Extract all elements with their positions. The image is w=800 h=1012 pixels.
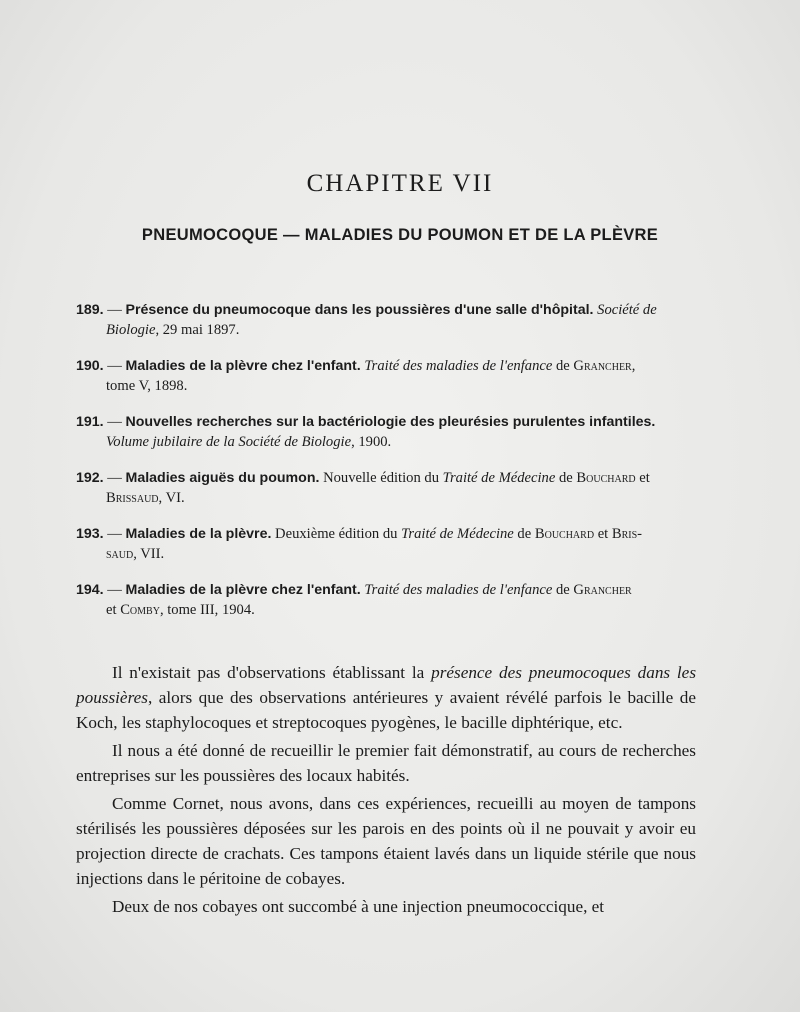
reference-title: Maladies de la plèvre chez l'enfant. [125,582,361,598]
reference-dash: — [103,582,126,598]
paragraph: Comme Cornet, nous avons, dans ces expériences, recueilli au moyen de tampons stérilisés les poussières déposées sur les parois en des points où il ne pouvait y avoir eu projection directe de crachats. Ces tampons étaient lavés dans un liquide stérile que nous injections dans le péritoine de cobayes. [76,794,696,888]
reference-text: de [552,582,574,598]
paragraph-text: , alors que des observations antérieures y avaient révélé parfois le bacille de Koch, les staphylocoques et streptocoques pyogènes, le bacille diphtérique, etc. [76,688,696,732]
reference-text: de [513,526,535,542]
reference-item [76,468,696,508]
reference-author: Bouchard [576,470,636,486]
reference-source: Volume jubilaire de la Société de Biologie [106,434,352,450]
reference-volume: , VII. [133,546,165,562]
reference-author: Bris- [611,526,643,542]
reference-text: et [635,470,650,486]
reference-number: 191. [76,414,104,430]
reference-number: 189. [76,302,104,318]
reference-author: Grancher, [573,358,636,374]
reference-text: Deuxième édition du [271,526,402,542]
reference-author: Bouchard [534,526,595,542]
reference-list [76,300,696,636]
reference-source: Traité des maladies de l'enfance [364,358,553,374]
reference-title: Maladies de la plèvre. [125,526,272,542]
paragraph: Deux de nos cobayes ont succombé à une injection pneumococcique, et [112,897,605,916]
reference-title: Maladies aiguës du poumon. [125,470,320,486]
reference-source: Société de [597,302,657,318]
reference-date: , 1900. [351,434,392,450]
reference-dash: — [103,302,126,318]
reference-title: Maladies de la plèvre chez l'enfant. [125,358,361,374]
reference-number: 194. [76,582,104,598]
reference-title: Nouvelles recherches sur la bactériologie des pleurésies purulentes infantiles. [125,414,656,430]
paragraph-text: Il n'existait pas d'observations établissant la [112,663,432,682]
reference-volume: , VI. [158,490,185,506]
reference-source: Traité de Médecine [442,470,556,486]
reference-item [76,580,696,620]
reference-item [76,412,696,452]
paragraph-emphasis: présence des pneumocoques dans les poussières [76,663,697,707]
reference-text: et [594,526,612,542]
chapter-subtitle: PNEUMOCOQUE — MALADIES DU POUMON ET DE LA PLÈVRE [141,226,659,244]
paragraph: Il nous a été donné de recueillir le premier fait démonstratif, au cours de recherches entreprises sur les poussières des locaux habités. [76,741,696,785]
paragraph [76,660,696,735]
reference-dash: — [103,414,126,430]
body-text [76,660,696,919]
reference-source-cont: Biologie [106,322,156,338]
reference-number: 193. [76,526,104,542]
reference-number: 190. [76,358,104,374]
reference-item [76,356,696,396]
reference-author: Brissaud [106,490,159,506]
reference-dash: — [103,358,126,374]
reference-text: et [106,602,121,618]
reference-text: de [555,470,577,486]
reference-item [76,524,696,564]
reference-date: tome V, 1898. [106,378,188,394]
reference-title: Présence du pneumocoque dans les poussières d'une salle d'hôpital. [125,302,594,318]
reference-dash: — [103,470,126,486]
reference-author: Comby [120,602,160,618]
reference-volume: , tome III, 1904. [159,602,255,618]
reference-author: Grancher [573,582,632,598]
reference-number: 192. [76,470,104,486]
reference-dash: — [103,526,126,542]
reference-text: Nouvelle édition du [319,470,443,486]
reference-source: Traité des maladies de l'enfance [364,582,553,598]
chapter-heading: CHAPITRE VII [306,170,494,197]
reference-item [76,300,696,340]
reference-source: Traité de Médecine [401,526,514,542]
reference-date: , 29 mai 1897. [155,322,240,338]
reference-text: de [552,358,574,374]
reference-author: saud [106,546,134,562]
